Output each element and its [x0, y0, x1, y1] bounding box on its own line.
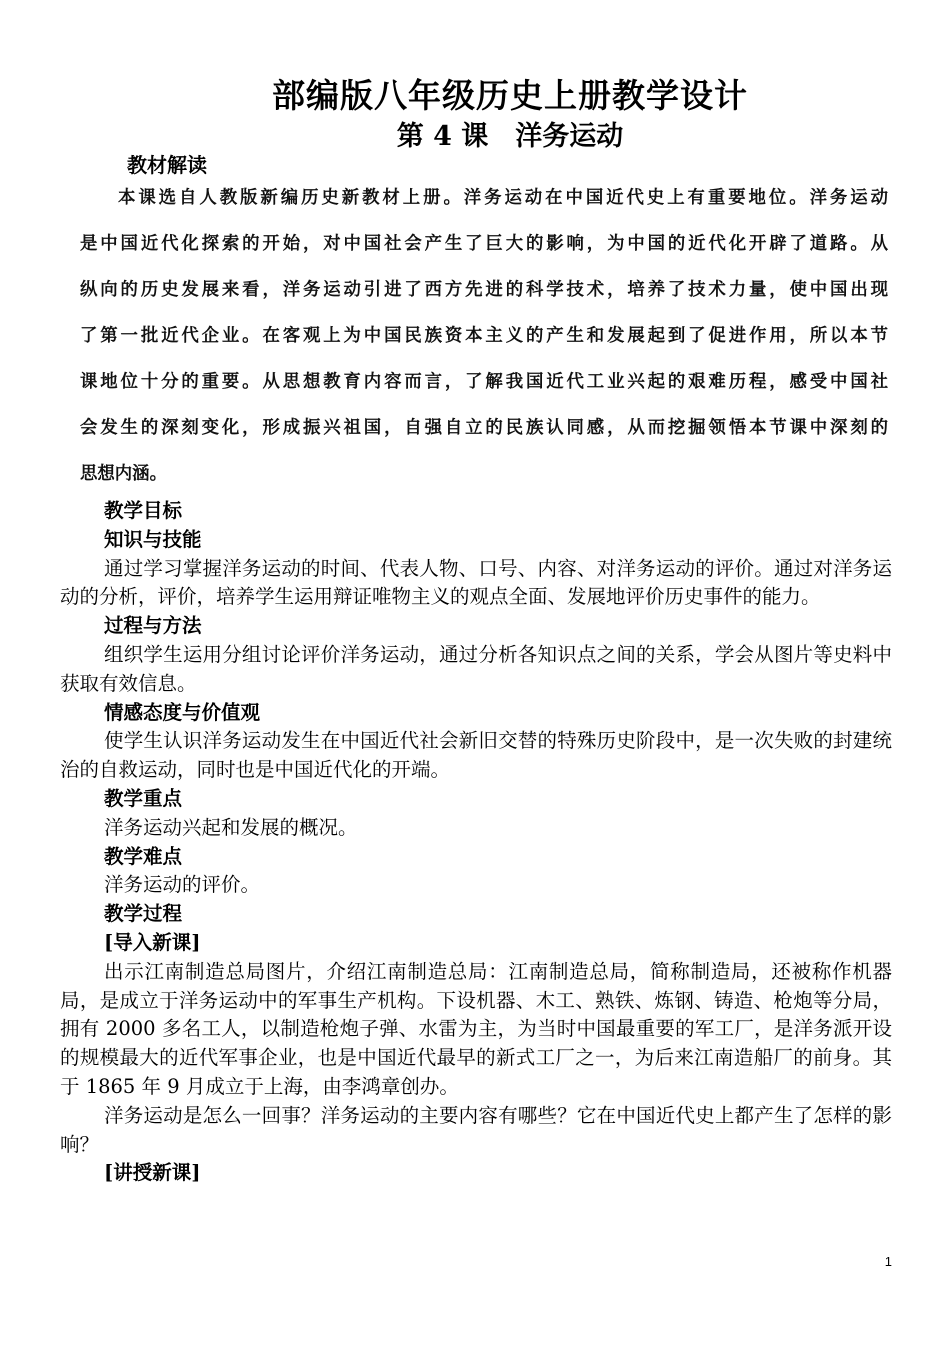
values-paragraph: 使学生认识洋务运动发生在中国近代社会新旧交替的特殊历史阶段中，是一次失败的封建统治的自救运动，同时也是中国近代化的开端。 [60, 729, 892, 782]
teaching-process-heading: 教学过程 [104, 902, 183, 926]
intro-line: 了第一批近代企业。在客观上为中国民族资本主义的产生和发展起到了促进作用，所以本节 [80, 326, 888, 346]
key-point-heading: 教学重点 [104, 786, 183, 810]
key-point-text: 洋务运动兴起和发展的概况。 [104, 815, 358, 839]
objectives-heading: 教学目标 [104, 499, 183, 522]
intro-line: 本课选自人教版新编历史新教材上册。洋务运动在中国近代史上有重要地位。洋务运动 [118, 188, 888, 208]
knowledge-heading: 知识与技能 [104, 527, 202, 551]
intro-line: 纵向的历史发展来看，洋务运动引进了西方先进的科学技术，培养了技术力量，使中国出现 [80, 280, 888, 300]
intro-line: 会发生的深刻变化，形成振兴祖国，自强自立的民族认同感，从而挖掘领悟本节课中深刻的 [80, 418, 888, 438]
intro-heading: 教材解读 [127, 153, 207, 177]
intro-line: 思想内涵。 [80, 464, 167, 484]
values-heading: 情感态度与价值观 [104, 700, 261, 724]
process-method-paragraph: 组织学生运用分组讨论评价洋务运动，通过分析各知识点之间的关系，学会从图片等史料中获取有效信息。 [60, 642, 892, 695]
document-body [60, 497, 892, 1188]
intro-line: 是中国近代化探索的开始，对中国社会产生了巨大的影响，为中国的近代化开辟了道路。从 [80, 234, 888, 254]
knowledge-paragraph: 通过学习掌握洋务运动的时间、代表人物、口号、内容、对洋务运动的评价。通过对洋务运动的分析，评价，培养学生运用辩证唯物主义的观点全面、发展地评价历史事件的能力。 [60, 556, 892, 609]
intro-new-lesson-label: [导入新课] [104, 930, 201, 954]
intro-line: 课地位十分的重要。从思想教育内容而言，了解我国近代工业兴起的艰难历程，感受中国社 [80, 372, 888, 392]
intro-new-lesson-paragraph: 出示江南制造总局图片，介绍江南制造总局：江南制造总局，简称制造局，还被称作机器局，是成立于洋务运动中的军事生产机构。下设机器、木工、熟铁、炼钢、铸造、枪炮等分局，拥有 2000 多名工人，以制造枪炮子弹、水雷为主，为当时中国最重要的军工厂，是洋务派开设的规模最大的近代军事企业，也是中国近代最早的新式工厂之一，为后来江南造船厂的前身。其于 1865 年 9 月成立于上海，由李鸿章创办。 [60, 959, 892, 1098]
teach-new-lesson-label: [讲授新课] [104, 1161, 201, 1185]
difficult-point-heading: 教学难点 [104, 844, 183, 868]
textbook-interpretation-block [80, 178, 888, 500]
process-method-heading: 过程与方法 [104, 614, 202, 638]
difficult-point-text: 洋务运动的评价。 [104, 873, 261, 897]
document-title: 部编版八年级历史上册教学设计 [272, 76, 748, 115]
lesson-title: 第 4 课 洋务运动 [396, 121, 624, 152]
page-number: 1 [884, 1254, 892, 1269]
questions-paragraph: 洋务运动是怎么一回事？洋务运动的主要内容有哪些？它在中国近代史上都产生了怎样的影响？ [60, 1103, 892, 1156]
